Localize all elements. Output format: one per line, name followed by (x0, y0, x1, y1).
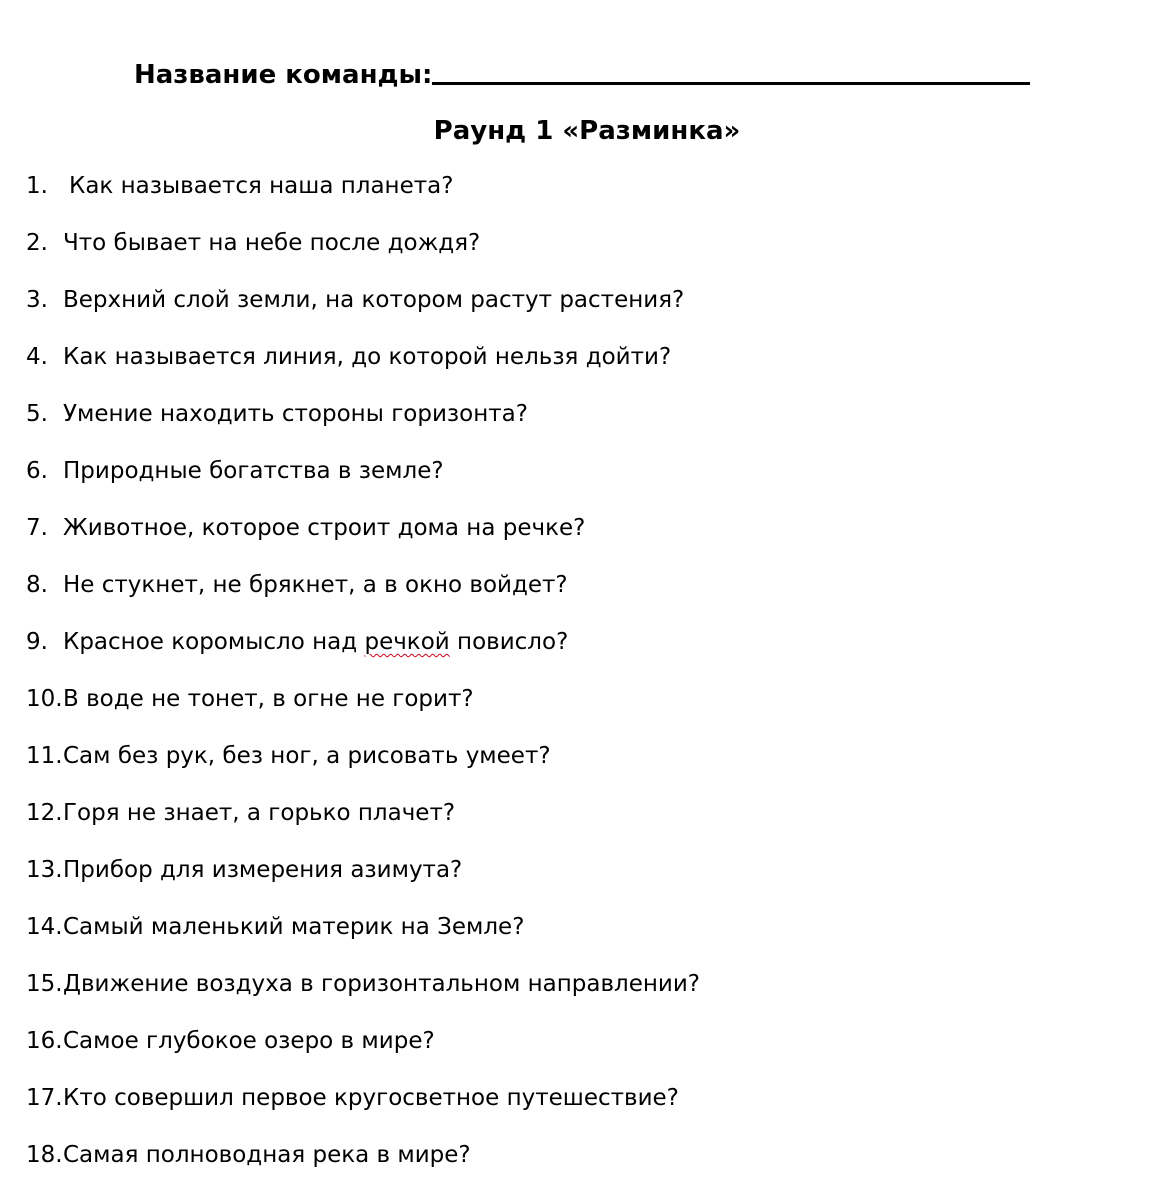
question-text: Горя не знает, а горько плачет? (63, 800, 456, 826)
question-text: Не стукнет, не брякнет, а в окно войдет? (63, 572, 568, 598)
question-text: В воде не тонет, в огне не горит? (63, 686, 474, 712)
question-number: 14. (26, 914, 63, 940)
question-item (26, 850, 462, 890)
question-number: 3. (26, 287, 48, 313)
question-text: Как называется наша планета? (69, 173, 454, 199)
question-item (26, 964, 700, 1004)
question-text: Самый маленький материк на Земле? (63, 914, 525, 940)
question-text: Прибор для измерения азимута? (63, 857, 463, 883)
question-number: 7. (26, 515, 48, 541)
question-number: 5. (26, 401, 48, 427)
question-item (26, 793, 455, 833)
question-number: 15. (26, 971, 63, 997)
question-item (26, 1021, 435, 1061)
question-text-part: Красное коромысло над (63, 629, 365, 655)
question-text: Движение воздуха в горизонтальном направлении? (63, 971, 701, 997)
question-item (26, 280, 684, 320)
question-item (26, 1135, 471, 1175)
question-item (26, 622, 568, 662)
question-text: Животное, которое строит дома на речке? (63, 515, 586, 541)
question-number: 2. (26, 230, 48, 256)
team-name-label: Название команды: (134, 60, 433, 90)
question-text-part: повисло? (449, 629, 569, 655)
question-item (26, 451, 444, 491)
spellcheck-marked-word: речкой (364, 629, 450, 655)
question-number: 12. (26, 800, 63, 826)
question-text: Самая полноводная река в мире? (63, 1142, 471, 1168)
team-name-line (134, 52, 1030, 95)
question-text: Природные богатства в земле? (63, 458, 444, 484)
question-number: 18. (26, 1142, 63, 1168)
question-item (26, 337, 671, 377)
question-text: Что бывает на небе после дождя? (63, 230, 481, 256)
question-text: Сам без рук, без ног, а рисовать умеет? (63, 743, 551, 769)
question-item (26, 508, 585, 548)
question-number: 10. (26, 686, 63, 712)
question-item (26, 679, 474, 719)
question-number: 8. (26, 572, 48, 598)
question-number: 4. (26, 344, 48, 370)
question-number: 9. (26, 629, 48, 655)
question-item (26, 736, 551, 776)
question-item (26, 223, 480, 263)
round-title: Раунд 1 «Разминка» (433, 116, 741, 146)
question-number: 16. (26, 1028, 63, 1054)
question-text (63, 629, 568, 655)
question-text: Умение находить стороны горизонта? (63, 401, 528, 427)
question-text: Верхний слой земли, на котором растут растения? (63, 287, 685, 313)
question-item (26, 166, 453, 206)
question-item (26, 565, 568, 605)
question-number: 17. (26, 1085, 63, 1111)
question-item (26, 1078, 679, 1118)
question-text: Самое глубокое озеро в мире? (63, 1028, 435, 1054)
question-text: Кто совершил первое кругосветное путешествие? (63, 1085, 679, 1111)
question-text: Как называется линия, до которой нельзя дойти? (63, 344, 672, 370)
question-number: 11. (26, 743, 63, 769)
question-item (26, 907, 524, 947)
question-number: 13. (26, 857, 63, 883)
question-number: 1. (26, 173, 48, 199)
question-item (26, 394, 528, 434)
question-number: 6. (26, 458, 48, 484)
team-name-blank[interactable] (432, 52, 1030, 85)
